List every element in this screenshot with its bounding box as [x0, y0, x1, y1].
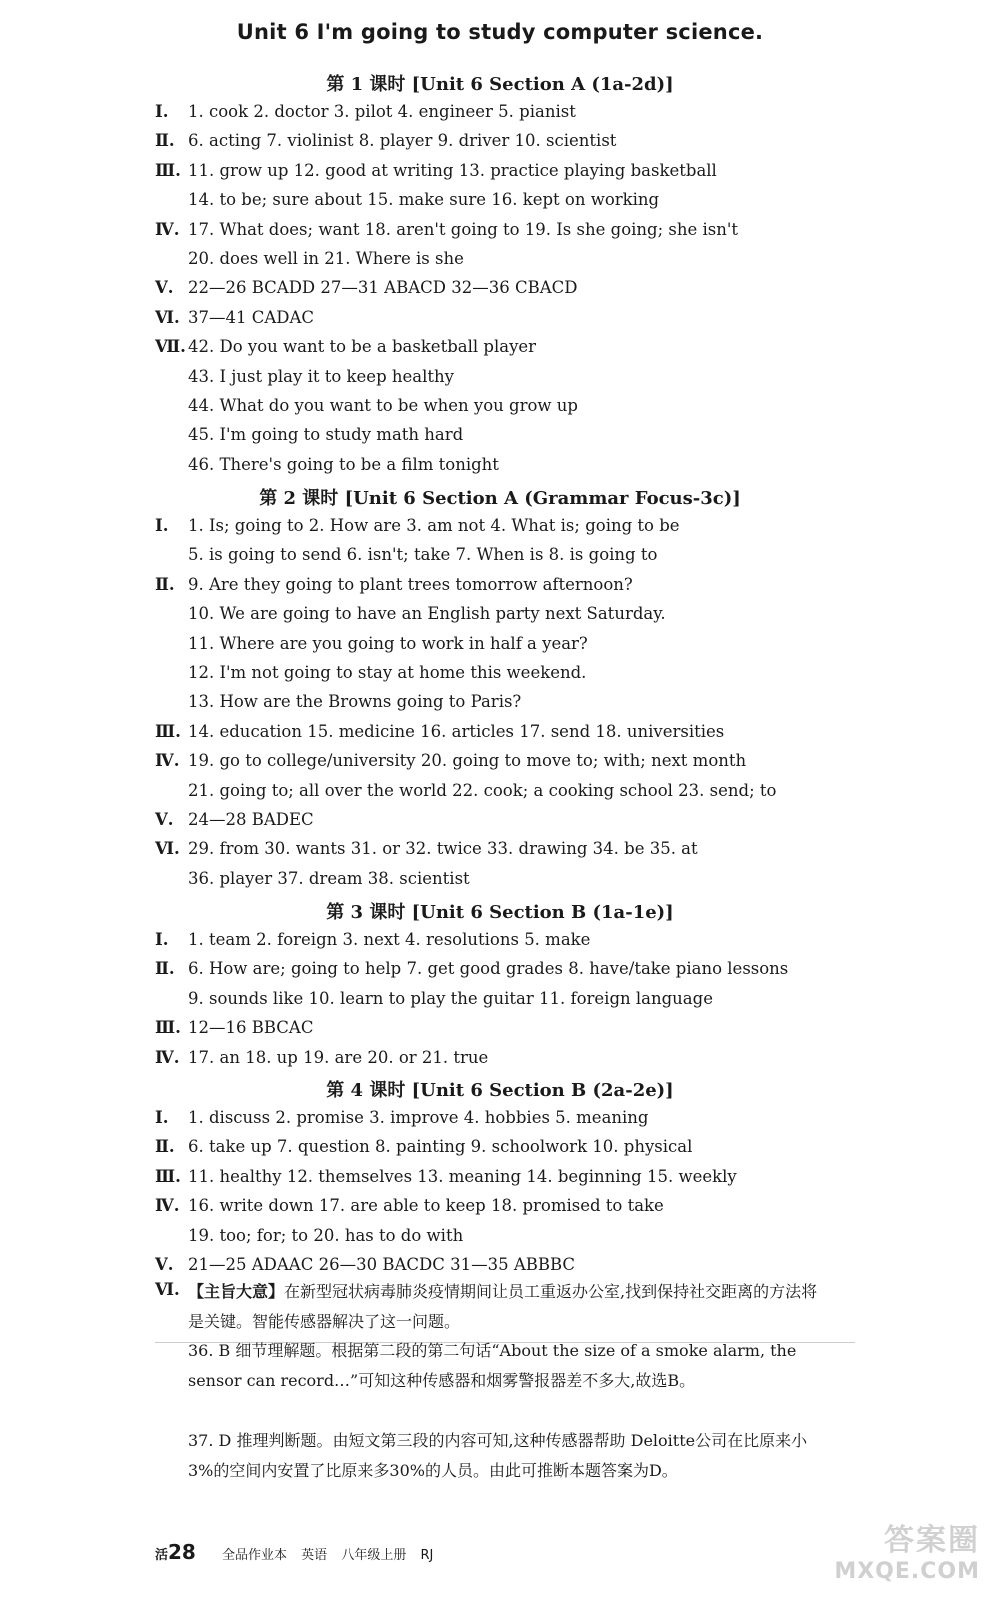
- section-roman-numeral: Ⅰ.: [155, 516, 169, 535]
- main-idea-label: 【主旨大意】: [188, 1282, 285, 1301]
- section-roman-numeral: Ⅵ.: [155, 839, 180, 859]
- answer-line: 20. does well in 21. Where is she: [188, 249, 464, 268]
- answer-line: 21—25 ADAAC 26—30 BACDC 31—35 ABBBC: [188, 1255, 576, 1274]
- answer-line: 1. discuss 2. promise 3. improve 4. hobbies 5. meaning: [188, 1108, 649, 1127]
- section-roman-numeral: Ⅰ.: [155, 102, 169, 121]
- section-roman-numeral: Ⅱ.: [155, 131, 175, 151]
- question-37-explanation: 37. D 推理判断题。由短文第三段的内容可知,这种传感器帮助 Deloitte公司在比原来小3%的空间内安置了比原来多30%的人员。由此可推断本题答案为D。: [188, 1431, 808, 1480]
- answer-line: 19. too; for; to 20. has to do with: [188, 1225, 464, 1245]
- answer-line: 21. going to; all over the world 22. cook; a cooking school 23. send; to: [188, 780, 777, 800]
- answer-line: 12. I'm not going to stay at home this weekend.: [188, 663, 587, 682]
- answer-line: 46. There's going to be a film tonight: [188, 454, 499, 474]
- page-footer: [155, 1540, 443, 1564]
- grade: 八年级上册: [341, 1548, 407, 1563]
- section-roman-numeral: Ⅴ.: [155, 810, 174, 829]
- answer-line: 43. I just play it to keep healthy: [188, 366, 454, 386]
- book-name: 全品作业本: [222, 1548, 288, 1563]
- section-roman-numeral: Ⅲ.: [155, 721, 181, 741]
- section-roman-numeral: Ⅱ.: [155, 574, 175, 594]
- section-roman-numeral: Ⅶ.: [155, 337, 186, 357]
- main-idea-text: 在新型冠状病毒肺炎疫情期间让员工重返办公室,找到保持社交距离的方法将是关键。智能传感器解决了这一问题。: [188, 1282, 818, 1331]
- answer-line: 5. is going to send 6. isn't; take 7. When is 8. is going to: [188, 545, 658, 565]
- page-number: 28: [168, 1540, 196, 1564]
- answer-line: 14. to be; sure about 15. make sure 16. kept on working: [188, 190, 660, 210]
- section-roman-numeral: Ⅳ.: [155, 751, 180, 771]
- answer-line: 19. go to college/university 20. going to move to; with; next month: [188, 751, 747, 771]
- answer-line: 29. from 30. wants 31. or 32. twice 33. drawing 34. be 35. at: [188, 839, 698, 859]
- edition: RJ: [420, 1548, 434, 1563]
- answer-line: 37—41 CADAC: [188, 307, 315, 327]
- section-6-roman: Ⅵ.: [155, 1280, 180, 1299]
- answer-line: 13. How are the Browns going to Paris?: [188, 692, 522, 712]
- answer-line: 11. healthy 12. themselves 13. meaning 14. beginning 15. weekly: [188, 1166, 737, 1186]
- site-watermark: [834, 1515, 980, 1584]
- answer-line: 22—26 BCADD 27—31 ABACD 32—36 CBACD: [188, 278, 578, 298]
- lesson-title: 第 4 课时 [Unit 6 Section B (2a-2e)]: [326, 1080, 674, 1101]
- page-prefix: 活: [155, 1548, 169, 1563]
- answer-line: 1. team 2. foreign 3. next 4. resolutions 5. make: [188, 930, 591, 949]
- section-roman-numeral: Ⅳ.: [155, 1196, 180, 1216]
- answer-line: 9. Are they going to plant trees tomorrow afternoon?: [188, 574, 633, 594]
- answer-line: 1. cook 2. doctor 3. pilot 4. engineer 5. pianist: [188, 102, 576, 121]
- answer-line: 9. sounds like 10. learn to play the guitar 11. foreign language: [188, 988, 713, 1008]
- answer-line: 6. acting 7. violinist 8. player 9. driver 10. scientist: [188, 131, 617, 151]
- lesson-title: 第 2 课时 [Unit 6 Section A (Grammar Focus-3c)]: [259, 488, 741, 509]
- answer-line: 12—16 BBCAC: [188, 1018, 314, 1038]
- watermark-logo-text: 答案圈: [884, 1523, 980, 1558]
- section-roman-numeral: Ⅰ.: [155, 1108, 169, 1127]
- section-roman-numeral: Ⅵ.: [155, 307, 180, 327]
- section-roman-numeral: Ⅴ.: [155, 1255, 174, 1274]
- answer-line: 10. We are going to have an English party next Saturday.: [188, 604, 666, 624]
- section-roman-numeral: Ⅴ.: [155, 278, 174, 298]
- answer-line: 44. What do you want to be when you grow up: [188, 396, 578, 415]
- lesson-title: 第 1 课时 [Unit 6 Section A (1a-2d)]: [326, 74, 674, 95]
- watermark-url: MXQE.COM: [834, 1559, 980, 1584]
- answer-line: 17. an 18. up 19. are 20. or 21. true: [188, 1047, 489, 1067]
- answer-line: 17. What does; want 18. aren't going to 19. Is she going; she isn't: [188, 219, 739, 239]
- section-roman-numeral: Ⅱ.: [155, 1137, 175, 1157]
- answer-line: 11. Where are you going to work in half a year?: [188, 633, 588, 653]
- answer-line: 6. How are; going to help 7. get good grades 8. have/take piano lessons: [188, 959, 789, 979]
- question-36-explanation: 36. B 细节理解题。根据第二段的第二句话“About the size of a smoke alarm, the sensor can record…”可知这种传感器和烟雾警报器差不多大,故选B。: [188, 1341, 797, 1390]
- lesson-title: 第 3 课时 [Unit 6 Section B (1a-1e)]: [326, 902, 674, 923]
- answer-line: 11. grow up 12. good at writing 13. practice playing basketball: [188, 160, 717, 180]
- answer-line: 42. Do you want to be a basketball player: [188, 337, 537, 357]
- unit-title: Unit 6 I'm going to study computer science.: [236, 20, 764, 44]
- section-roman-numeral: Ⅱ.: [155, 959, 175, 979]
- answer-line: 16. write down 17. are able to keep 18. promised to take: [188, 1196, 664, 1216]
- answer-line: 14. education 15. medicine 16. articles 17. send 18. universities: [188, 721, 725, 741]
- section-roman-numeral: Ⅰ.: [155, 930, 169, 949]
- section-roman-numeral: Ⅲ.: [155, 160, 181, 180]
- main-idea: [188, 1277, 828, 1337]
- section-roman-numeral: Ⅲ.: [155, 1166, 181, 1186]
- subject: 英语: [301, 1548, 328, 1563]
- section-roman-numeral: Ⅳ.: [155, 219, 180, 239]
- answer-line: 45. I'm going to study math hard: [188, 425, 464, 445]
- answer-line: 6. take up 7. question 8. painting 9. schoolwork 10. physical: [188, 1137, 693, 1157]
- section-roman-numeral: Ⅲ.: [155, 1018, 181, 1038]
- answer-line: 24—28 BADEC: [188, 810, 314, 829]
- answer-line: 36. player 37. dream 38. scientist: [188, 868, 470, 888]
- answer-line: 1. Is; going to 2. How are 3. am not 4. What is; going to be: [188, 516, 680, 535]
- section-roman-numeral: Ⅳ.: [155, 1047, 180, 1067]
